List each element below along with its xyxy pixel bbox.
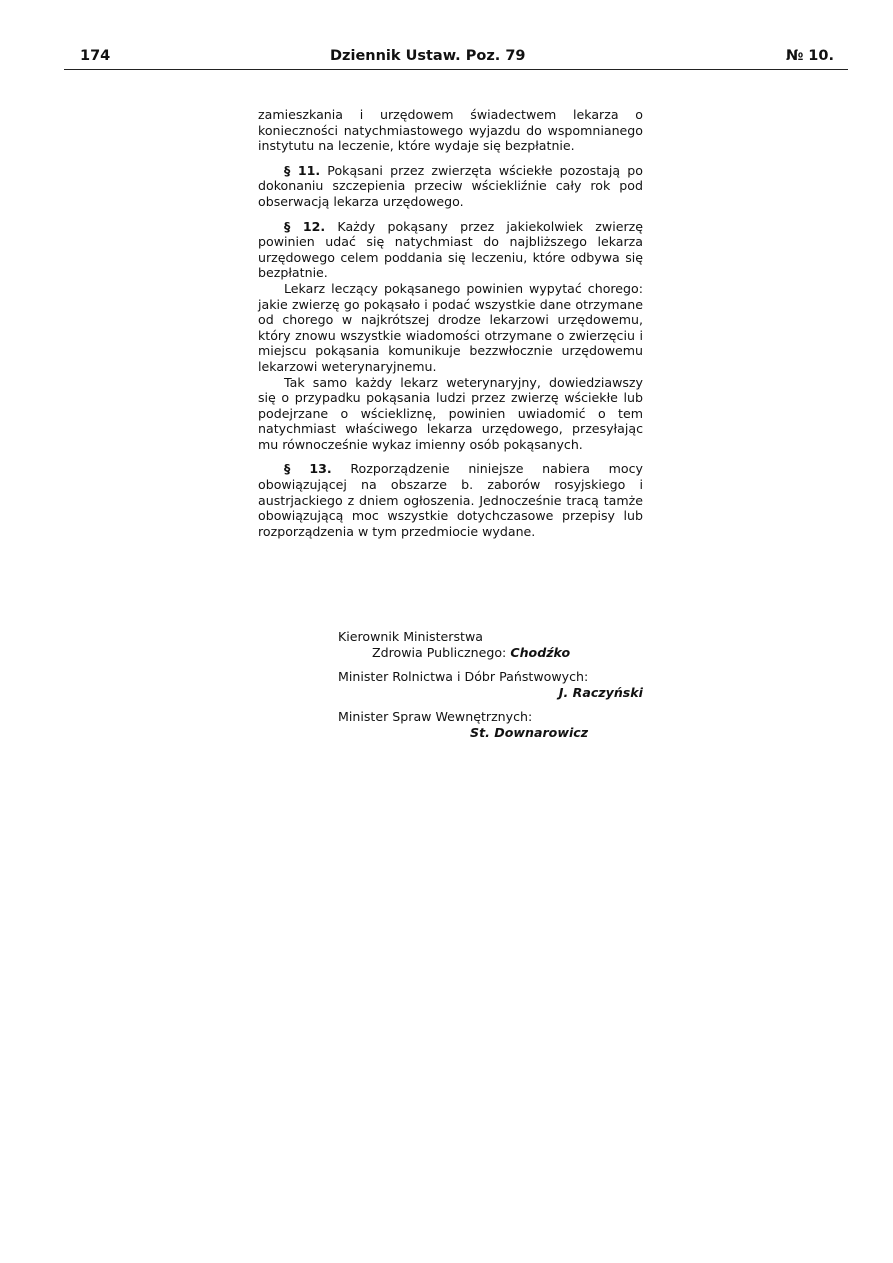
signature-agriculture-title: Minister Rolnictwa i Dóbr Państwowych: xyxy=(338,669,589,685)
issue-number: № 10. xyxy=(785,48,834,64)
paragraph-lekarz: Lekarz leczący pokąsanego powinien wypytać chorego: jakie zwierzę go pokąsało i podać wszystkie dane otrzymane od chorego w najkrótszej drodze lekarzowi urzędowemu, który znowu wszystkie wiadomości otrzymane o zwierzęciu i miejscu pokąsania komunikuje bezzwłocznie urzędowemu lekarzowi weterynaryjnemu. xyxy=(258,280,643,374)
paragraph-tak-samo: Tak samo każdy lekarz weterynaryjny, dowiedziawszy się o przypadku pokąsania ludzi przez zwierzę wściekłe lub podejrzane o wściekliznę, powinien uwiadomić o tem natychmiast właściwego lekarza urzędowego, przesyłając mu równocześnie wykaz imienny osób pokąsanych. xyxy=(258,374,643,452)
section-13-text: Rozporządzenie niniejsze nabiera mocy obowiązującej na obszarze b. zaborów rosyjskiego i austrjackiego z dniem ogłoszenia. Jednocześnie tracą tamże obowiązującą moc wszystkie dotychczasowe przepisy lub rozporządzenia w tym przedmiocie wydane. xyxy=(258,461,643,539)
section-12-label: § 12. xyxy=(284,218,326,234)
page-number: 174 xyxy=(80,48,111,64)
section-11-label: § 11. xyxy=(284,162,321,178)
section-12 xyxy=(258,219,643,281)
section-13 xyxy=(258,461,643,539)
signature-interior-title: Minister Spraw Wewnętrznych: xyxy=(338,709,533,725)
section-11-text: Pokąsani przez zwierzęta wściekłe pozostają po dokonaniu szczepienia przeciw wściekliźnie cały rok pod obserwacją lekarza urzędowego. xyxy=(258,162,643,209)
document-body xyxy=(258,107,643,539)
signature-interior xyxy=(258,709,643,740)
signature-health-title-2-text: Zdrowia Publicznego: xyxy=(372,644,507,660)
section-13-label: § 13. xyxy=(284,461,332,477)
signature-interior-name: St. Downarowicz xyxy=(470,724,589,740)
section-12-text: Każdy pokąsany przez jakiekolwiek zwierzę powinien udać się natychmiast do najbliższego lekarza urzędowego celem poddania się leczeniu, które odbywa się bezpłatnie. xyxy=(258,218,643,281)
header-rule xyxy=(64,69,848,70)
running-title: Dziennik Ustaw. Poz. 79 xyxy=(330,48,526,64)
page-header xyxy=(78,48,846,68)
signature-health xyxy=(258,629,643,660)
signature-blocks xyxy=(258,629,643,750)
signature-health-title-1: Kierownik Ministerstwa xyxy=(338,629,483,644)
signature-agriculture xyxy=(258,669,643,700)
signature-health-name: Chodźko xyxy=(510,644,571,660)
paragraph-continuation: zamieszkania i urzędowem świadectwem lekarza o konieczności natychmiastowego wyjazdu do wspomnianego instytutu na leczenie, które wydaje się bezpłatnie. xyxy=(258,107,643,154)
signature-agriculture-name: J. Raczyński xyxy=(558,684,643,700)
section-11 xyxy=(258,163,643,210)
signature-health-title-2 xyxy=(258,645,643,661)
